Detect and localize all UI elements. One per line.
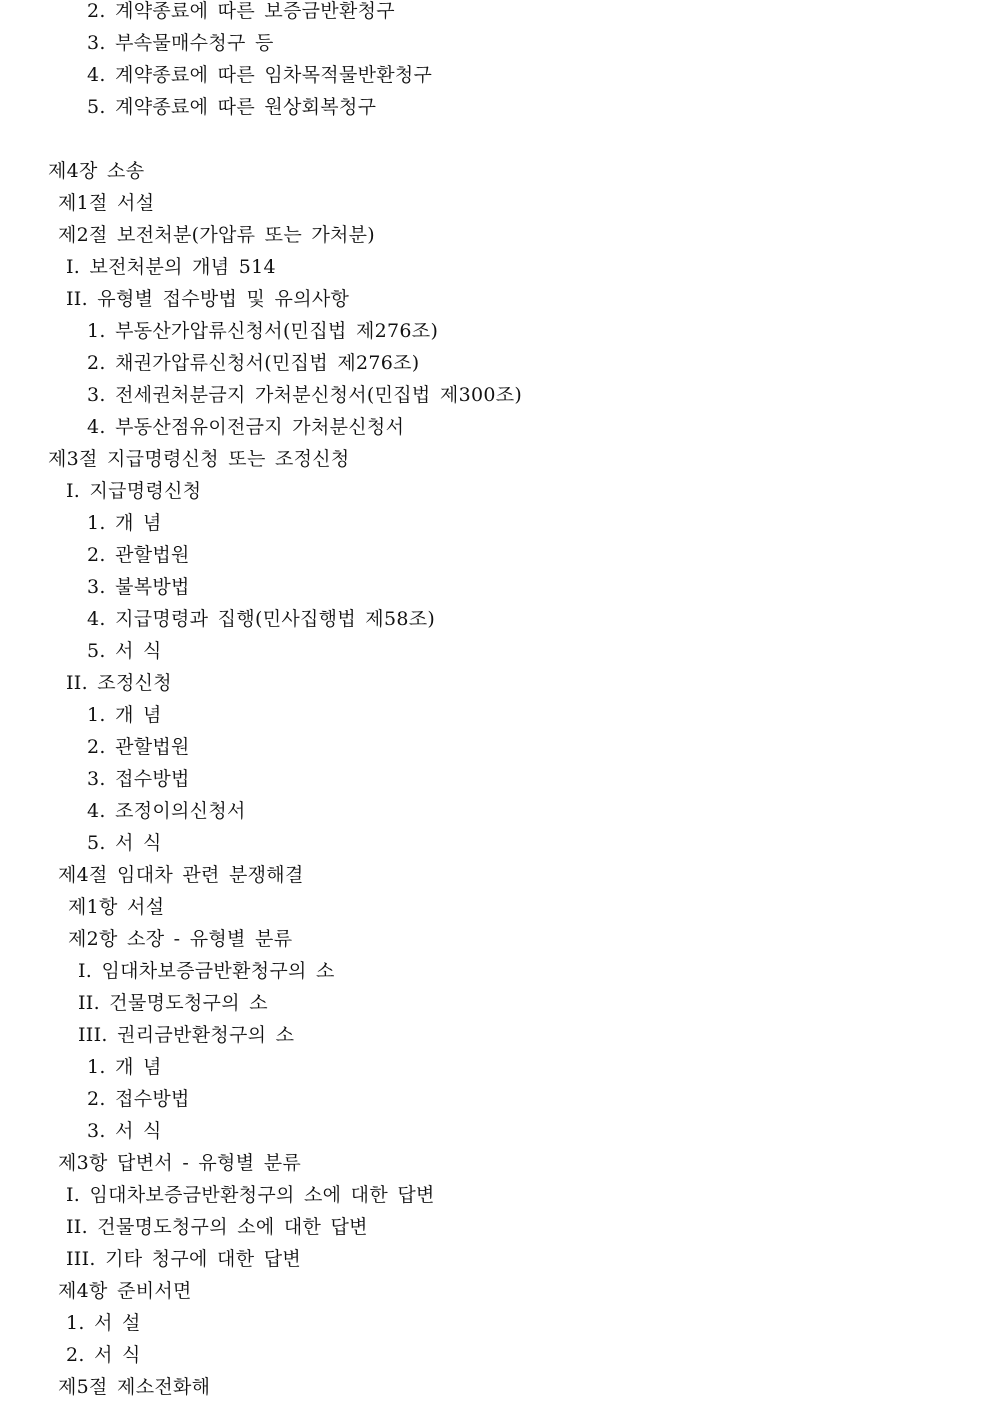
toc-line: 제1항 서설 — [68, 896, 165, 918]
toc-line: 5. 서 식 — [87, 640, 162, 662]
toc-line: 4. 지급명령과 집행(민사집행법 제58조) — [87, 608, 436, 630]
toc-line: 3. 접수방법 — [87, 768, 190, 790]
toc-line: II. 건물명도청구의 소에 대한 답변 — [66, 1216, 368, 1238]
toc-line: 제3항 답변서 - 유형별 분류 — [58, 1152, 302, 1174]
toc-line: 2. 서 식 — [66, 1344, 141, 1366]
toc-line: II. 건물명도청구의 소 — [78, 992, 268, 1014]
toc-chapter-heading: 제4장 소송 — [48, 160, 145, 182]
toc-line: 4. 부동산점유이전금지 가처분신청서 — [87, 416, 405, 438]
toc-line: 5. 계약종료에 따른 원상회복청구 — [87, 96, 377, 118]
toc-line: 제4항 준비서면 — [58, 1280, 192, 1302]
toc-line: 2. 관할법원 — [87, 544, 190, 566]
toc-line: 3. 서 식 — [87, 1120, 162, 1142]
toc-section-heading: 제5절 제소전화해 — [58, 1376, 211, 1398]
toc-line: 3. 전세권처분금지 가처분신청서(민집법 제300조) — [87, 384, 523, 406]
toc-line: I. 지급명령신청 — [66, 480, 202, 502]
toc-line: 1. 부동산가압류신청서(민집법 제276조) — [87, 320, 439, 342]
toc-line: 5. 서 식 — [87, 832, 162, 854]
toc-line: 1. 개 념 — [87, 704, 162, 726]
toc-line: 2. 관할법원 — [87, 736, 190, 758]
toc-section-heading: 제2절 보전처분(가압류 또는 가처분) — [58, 224, 375, 246]
toc-line: II. 조정신청 — [66, 672, 172, 694]
toc-section-heading: 제3절 지급명령신청 또는 조정신청 — [48, 448, 350, 470]
toc-line: 3. 불복방법 — [87, 576, 190, 598]
toc-line: III. 기타 청구에 대한 답변 — [66, 1248, 302, 1270]
toc-line: 1. 개 념 — [87, 512, 162, 534]
toc-line: 4. 조정이의신청서 — [87, 800, 246, 822]
toc-line: 4. 계약종료에 따른 임차목적물반환청구 — [87, 64, 433, 86]
toc-line: 2. 채권가압류신청서(민집법 제276조) — [87, 352, 420, 374]
toc-line: I. 보전처분의 개념 514 — [66, 256, 276, 278]
toc-section-heading: 제1절 서설 — [58, 192, 155, 214]
toc-line: 1. 서 설 — [66, 1312, 141, 1334]
toc-section-heading: 제4절 임대차 관련 분쟁해결 — [58, 864, 304, 886]
toc-line: 2. 접수방법 — [87, 1088, 190, 1110]
toc-line: 2. 계약종료에 따른 보증금반환청구 — [87, 0, 395, 22]
toc-line: II. 유형별 접수방법 및 유의사항 — [66, 288, 350, 310]
toc-line: III. 권리금반환청구의 소 — [78, 1024, 295, 1046]
toc-line: 3. 부속물매수청구 등 — [87, 32, 274, 54]
toc-line: 1. 개 념 — [87, 1056, 162, 1078]
toc-line: I. 임대차보증금반환청구의 소 — [78, 960, 335, 982]
toc-line: I. 임대차보증금반환청구의 소에 대한 답변 — [66, 1184, 435, 1206]
toc-line: 제2항 소장 - 유형별 분류 — [68, 928, 293, 950]
